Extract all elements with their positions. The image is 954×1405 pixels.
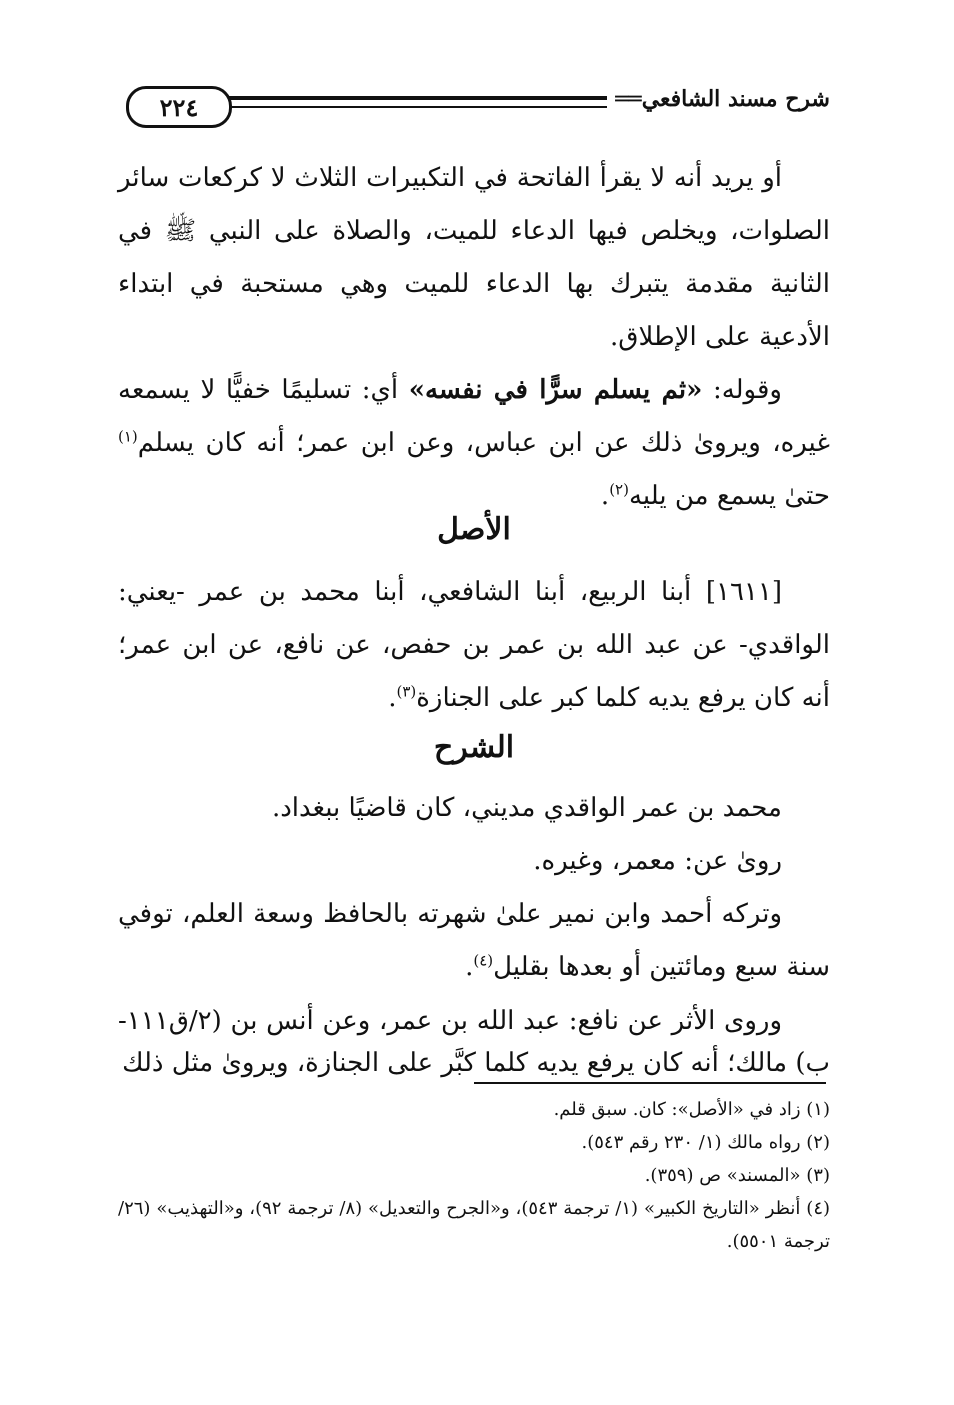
heading-asl: الأصل — [437, 512, 511, 547]
footnote-ref-3: (٣) — [396, 682, 417, 701]
paragraph-3: [١٦١١] أبنا الربيع، أبنا الشافعي، أبنا محمد بن عمر -يعني: الواقدي- عن عبد الله بن عمر بن حفص، عن نافع، عن ابن عمر؛ أنه كان يرفع يديه كلما كبر على الجنازة$^{(٣)}$. — [118, 577, 830, 713]
footnote-3: (٣) «المسند» ص (٣٥٩). — [644, 1165, 830, 1186]
paragraph-1: أو يريد أنه لا يقرأ الفاتحة في التكبيرات الثلاث لا كركعات سائر الصلوات، ويخلص فيها الدعاء للميت، والصلاة على النبي ﷺ في الثانية مقدمة يتبرك بها الدعاء للميت وهي مستحبة في ابتداء الأدعية على الإطلاق. — [118, 163, 830, 352]
paragraph-6: وتركه أحمد وابن نمير علىٰ شهرته بالحافظ وسعة العلم، توفي سنة سبع ومائتين أو بعدها بقليل$^{(٤)}$. — [118, 899, 830, 982]
heading-sharh: الشرح — [433, 730, 515, 765]
footnotes — [118, 1093, 830, 1258]
footnote-ref-1: (١) — [118, 427, 138, 446]
footnote-4: (٤) أنظر «التاريخ الكبير» (١/ ترجمة ٥٤٣)، و«الجرح والتعديل» (٨/ ترجمة ٩٢)، و«التهذيب» (٢٦/ ترجمة ٥٥٠١). — [118, 1198, 831, 1252]
footnote-1: (١) زاد في «الأصل»: كان. سبق قلم. — [553, 1099, 830, 1120]
running-title: شرح مسند الشافعي══ — [607, 86, 830, 112]
footnote-ref-2: (٢) — [609, 480, 629, 499]
main-text — [118, 152, 830, 523]
paragraph-7: وروى الأثر عن نافع: عبد الله بن عمر، وعن أنس بن (٢/ق١١١-ب) مالك؛ أنه كان يرفع يديه كلما كبَّر على الجنازة، ويروىٰ مثل ذلك — [118, 1006, 830, 1078]
page-number: ٢٢٤ — [126, 86, 232, 128]
paragraph-2: وقوله: «ثم يسلم سرًّا في نفسه» أي: تسليمًا خفيًّا لا يسمعه غيره، ويروىٰ ذلك عن ابن عباس، وعن ابن عمر؛ أنه كان يسلم$^{(١)}$ حتىٰ يسمع من يليه$^{(٢)}$. — [118, 375, 830, 511]
page-header — [118, 82, 830, 126]
footnote-ref-4: (٤) — [473, 951, 494, 970]
asl-text — [118, 566, 830, 725]
paragraph-5: روىٰ عن: معمر، وغيره. — [533, 846, 782, 876]
sharh-text — [118, 782, 830, 1084]
footnote-2: (٢) رواه مالك (١/ ٢٣٠ رقم ٥٤٣). — [581, 1132, 830, 1153]
footnote-separator — [474, 1082, 826, 1084]
paragraph-4: محمد بن عمر الواقدي مديني، كان قاضيًا ببغداد. — [271, 793, 782, 823]
